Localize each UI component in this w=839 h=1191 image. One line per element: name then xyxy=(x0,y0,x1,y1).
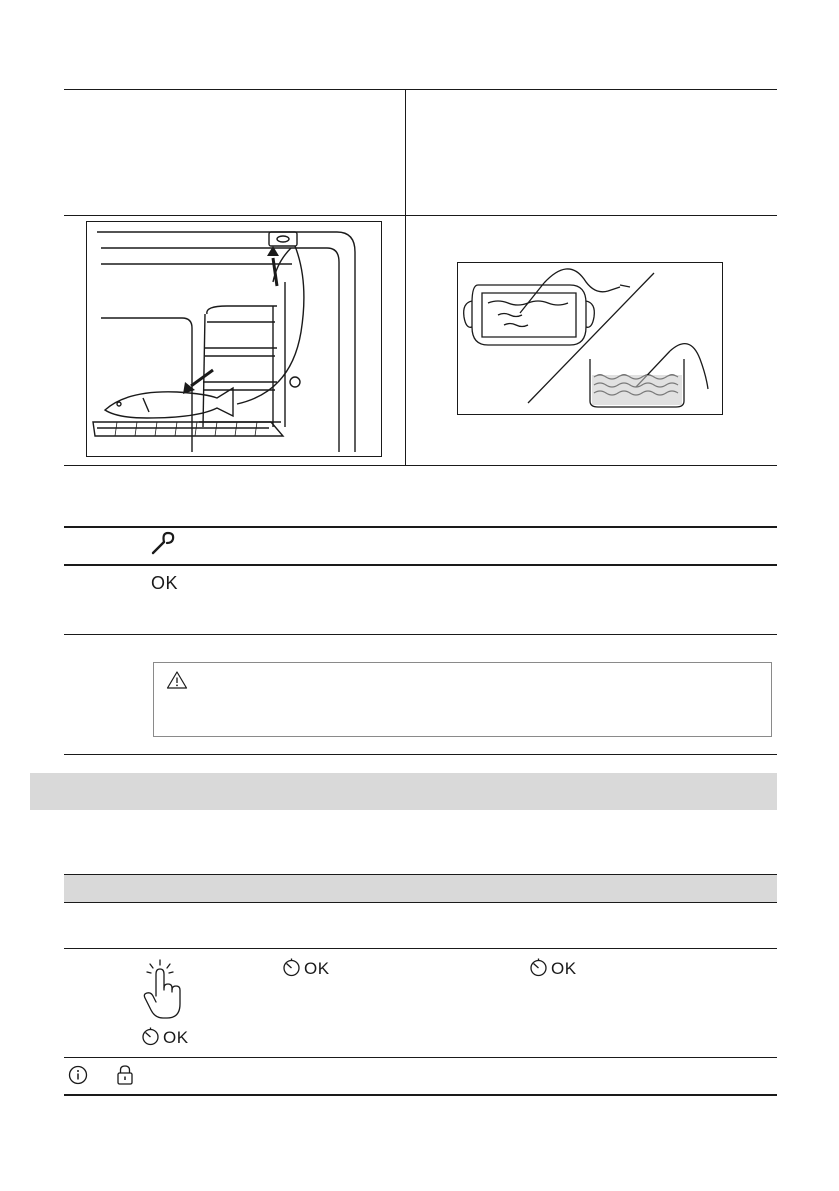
warning-icon xyxy=(166,670,188,690)
table-row-rule xyxy=(64,564,777,566)
warning-box xyxy=(153,662,772,737)
timer-icon xyxy=(282,958,301,977)
ok-label: OK xyxy=(163,1028,189,1047)
table-row-rule xyxy=(64,634,777,635)
table-row-rule xyxy=(64,465,777,466)
timer-icon xyxy=(141,1027,160,1046)
timer-icon xyxy=(529,958,548,977)
lock-icon xyxy=(116,1064,134,1086)
probe-in-dish-illustration xyxy=(457,262,723,415)
table-top-rule xyxy=(64,89,777,90)
section-heading-band xyxy=(30,773,777,810)
table-row-rule xyxy=(64,215,777,216)
info-icon xyxy=(68,1065,88,1085)
oven-interior-drawing xyxy=(87,222,381,456)
table-bottom-rule xyxy=(64,1094,777,1096)
table-column-divider xyxy=(405,89,406,215)
ok-label: OK xyxy=(151,573,179,593)
ok-label: OK xyxy=(304,959,330,978)
table-bottom-rule xyxy=(64,754,777,755)
probe-icon xyxy=(150,530,176,556)
dish-drawing xyxy=(458,263,722,414)
table-row-rule xyxy=(64,1057,777,1058)
touch-icon xyxy=(141,958,187,1022)
steps-table-top-rule xyxy=(64,526,777,528)
table-header-band xyxy=(64,874,777,903)
oven-probe-illustration xyxy=(86,221,382,457)
ok-label: OK xyxy=(551,959,577,978)
table-column-divider xyxy=(405,215,406,465)
table-row-rule xyxy=(64,948,777,949)
